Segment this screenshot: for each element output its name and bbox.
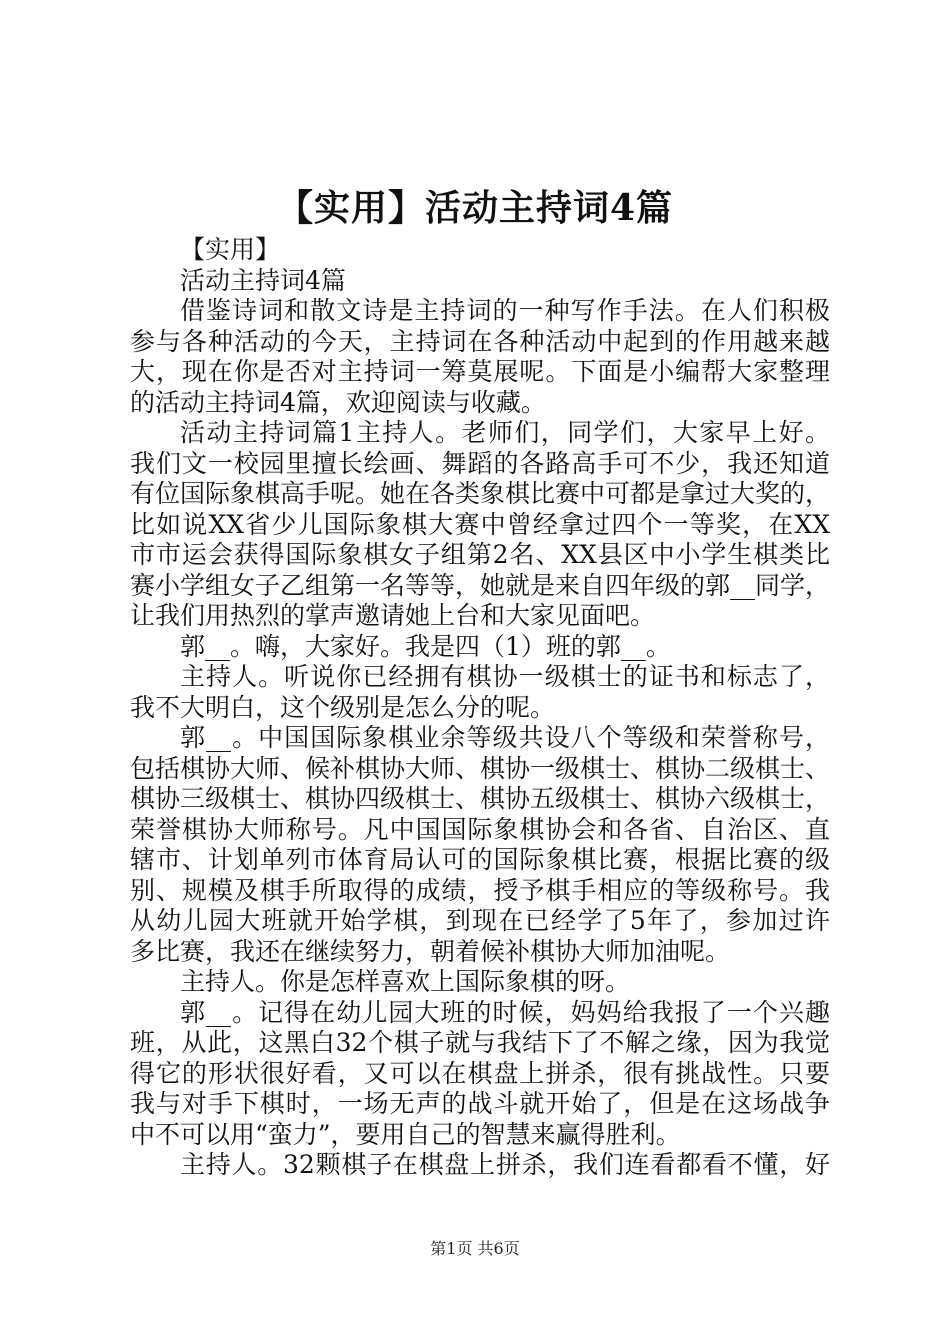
text-line: 比如说XX省少儿国际象棋大赛中曾经拿过四个一等奖，在XX [130,509,830,539]
text-line: 借鉴诗词和散文诗是主持词的一种写作手法。在人们积极 [180,296,830,325]
text-line: 活动主持词4篇 [180,265,346,295]
text-line: 中不可以用“蛮力”，要用自己的智慧来赢得胜利。 [130,1119,681,1149]
text-line: 我不大明白，这个级别是怎么分的呢。 [130,692,556,722]
text-line: 包括棋协大师、候补棋协大师、棋协一级棋士、棋协二级棋士、 [130,753,831,783]
text-line: 的活动主持词4篇，欢迎阅读与收藏。 [130,387,546,417]
text-line: 主持人。32颗棋子在棋盘上拼杀，我们连看都看不懂，好 [180,1150,830,1179]
document-body [130,235,830,1181]
text-line: 多比赛，我还在继续努力，朝着候补棋协大师加油呢。 [130,936,731,966]
text-line: 班，从此，这黑白32个棋子就与我结下了不解之缘，因为我觉 [130,1028,830,1057]
page-title: 【实用】活动主持词4篇 [276,187,674,229]
text-line: 参与各种活动的今天，主持词在各种活动中起到的作用越来越 [130,326,830,356]
text-line: 荣誉棋协大师称号。凡中国国际象棋协会和各省、自治区、直 [130,814,830,844]
text-line: 市市运会获得国际象棋女子组第2名、XX县区中小学生棋类比 [130,540,830,569]
text-line: 我们文一校园里擅长绘画、舞蹈的各路高手可不少，我还知道 [130,448,830,478]
text-line: 活动主持词篇1主持人。老师们，同学们，大家早上好。 [180,418,830,447]
text-line: 大，现在你是否对主持词一筹莫展呢。下面是小编帮大家整理 [130,357,830,386]
text-line: 我与对手下棋时，一场无声的战斗就开始了，但是在这场战争 [130,1089,830,1118]
text-line: 别、规模及棋手所取得的成绩，授予棋手相应的等级称号。我 [130,875,830,905]
text-line: 郭__。中国国际象棋业余等级共设八个等级和荣誉称号， [180,723,830,752]
text-line: 从幼儿园大班就开始学棋，到现在已经学了5年了，参加过许 [130,906,830,935]
page-footer: 第1页 共6页 [430,1239,520,1258]
text-line: 让我们用热烈的掌声邀请她上台和大家见面吧。 [130,601,656,630]
text-line: 郭__。记得在幼儿园大班的时候，妈妈给我报了一个兴趣 [180,997,830,1027]
text-line: 有位国际象棋高手呢。她在各类象棋比赛中可都是拿过大奖的， [130,479,831,508]
text-line: 赛小学组女子乙组第一名等等，她就是来自四年级的郭__同学， [130,570,831,600]
text-line: 【实用】 [180,235,281,264]
text-line: 主持人。你是怎样喜欢上国际象棋的呀。 [180,967,631,996]
text-line: 辖市、计划单列市体育局认可的国际象棋比赛，根据比赛的级 [130,845,830,874]
text-line: 棋协三级棋士、棋协四级棋士、棋协五级棋士、棋协六级棋士， [130,784,831,813]
text-line: 得它的形状很好看，又可以在棋盘上拼杀，很有挑战性。只要 [130,1058,830,1088]
text-line: 郭__。嗨，大家好。我是四（1）班的郭__。 [180,631,671,661]
text-line: 主持人。听说你已经拥有棋协一级棋士的证书和标志了， [180,662,830,691]
